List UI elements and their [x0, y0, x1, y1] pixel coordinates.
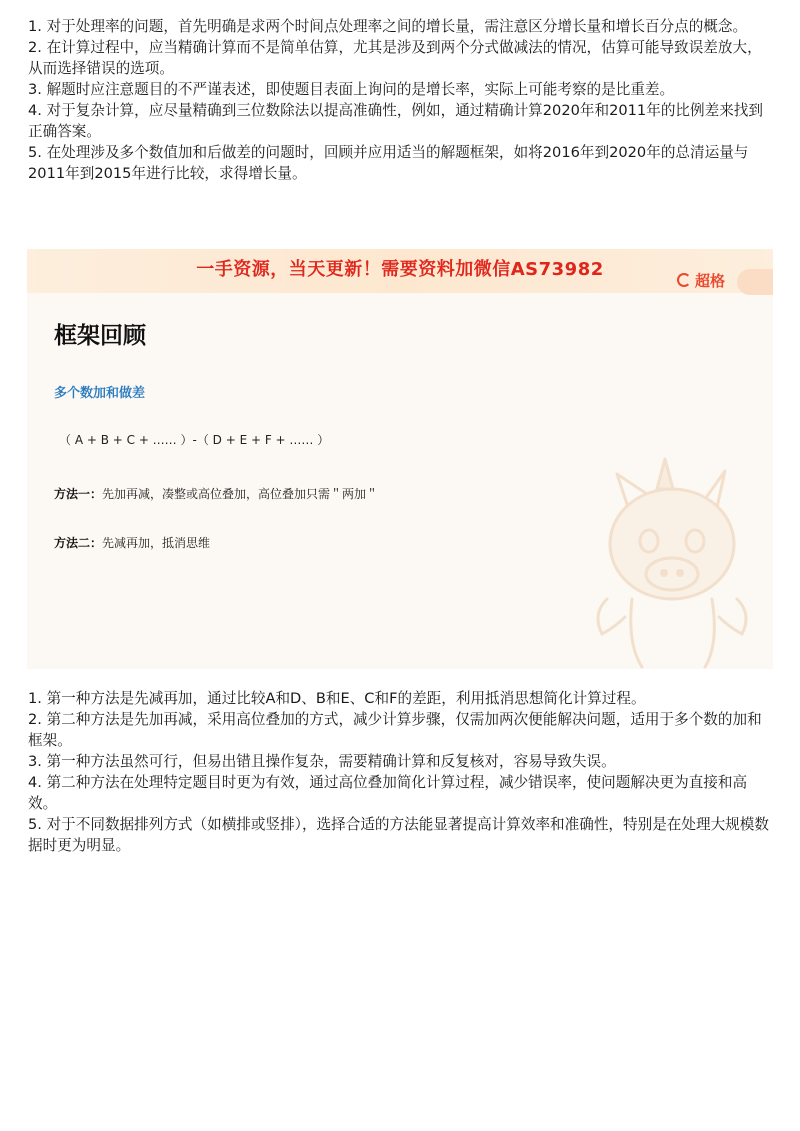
method-two [54, 534, 210, 551]
intro-points [28, 16, 770, 184]
brand-logo-icon [677, 273, 691, 287]
method-one-label: 方法一： [54, 487, 103, 501]
intro-point-3: 3. 解题时应注意题目的不严谨表述，即使题目表面上询问的是增长率，实际上可能考察的是比重差。 [28, 81, 675, 98]
banner-text: 一手资源，当天更新！需要资料加微信AS73982 [196, 259, 604, 280]
summary-point-1: 1. 第一种方法是先减再加，通过比较A和D、B和E、C和F的差距，利用抵消思想简化计算过程。 [28, 690, 646, 707]
method-two-text: 先减再加，抵消思维 [102, 536, 211, 550]
summary-points [28, 688, 770, 856]
framework-slide [27, 249, 773, 669]
slide-banner [27, 249, 773, 293]
banner-pill [737, 269, 773, 295]
slide-subtitle: 多个数加和做差 [54, 386, 146, 401]
method-one-text: 先加再减，凑整或高位叠加，高位叠加只需＂两加＂ [102, 487, 379, 501]
unicorn-mascot-icon [587, 449, 757, 669]
summary-point-2: 2. 第二种方法是先加再减，采用高位叠加的方式，减少计算步骤，仅需加两次便能解决问题，适用于多个数的加和框架。 [28, 711, 762, 749]
slide-title: 框架回顾 [54, 323, 146, 349]
slide-formula: （ A + B + C + …… ）-（ D + E + F + …… ） [59, 433, 330, 447]
method-one [54, 485, 378, 502]
intro-point-2: 2. 在计算过程中，应当精确计算而不是简单估算，尤其是涉及到两个分式做减法的情况，估算可能导致误差放大，从而选择错误的选项。 [28, 39, 762, 77]
summary-point-5: 5. 对于不同数据排列方式（如横排或竖排），选择合适的方法能显著提高计算效率和准确性，特别是在处理大规模数据时更为明显。 [28, 816, 769, 854]
intro-point-1: 1. 对于处理率的问题，首先明确是求两个时间点处理率之间的增长量，需注意区分增长量和增长百分点的概念。 [28, 18, 748, 35]
intro-point-4: 4. 对于复杂计算，应尽量精确到三位数除法以提高准确性，例如，通过精确计算2020年和2011年的比例差来找到正确答案。 [28, 102, 763, 140]
summary-point-3: 3. 第一种方法虽然可行，但易出错且操作复杂，需要精确计算和反复核对，容易导致失误。 [28, 753, 616, 770]
brand-logo [677, 269, 725, 291]
method-two-label: 方法二： [54, 536, 103, 550]
brand-name: 超格 [694, 271, 725, 290]
summary-point-4: 4. 第二种方法在处理特定题目时更为有效，通过高位叠加简化计算过程，减少错误率，使问题解决更为直接和高效。 [28, 774, 748, 812]
intro-point-5: 5. 在处理涉及多个数值加和后做差的问题时，回顾并应用适当的解题框架，如将2016年到2020年的总清运量与2011年到2015年进行比较，求得增长量。 [28, 144, 749, 182]
